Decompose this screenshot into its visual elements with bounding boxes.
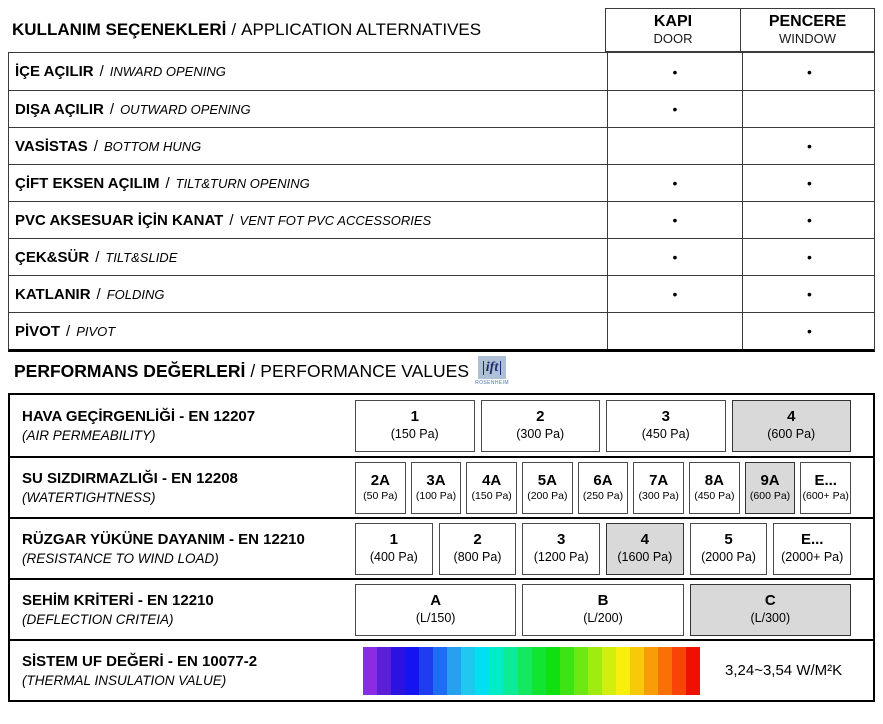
class-cell bbox=[355, 584, 516, 636]
class-pressure: (1200 Pa) bbox=[533, 550, 589, 565]
class-cell bbox=[466, 462, 517, 514]
column-header-door bbox=[605, 8, 741, 52]
spectrum-stripe bbox=[461, 647, 475, 695]
row-label-separator: / bbox=[99, 63, 104, 80]
application-row bbox=[9, 53, 874, 90]
performance-row-uf bbox=[10, 639, 873, 700]
class-value: 7A bbox=[649, 471, 669, 489]
application-alternatives-table bbox=[8, 8, 875, 352]
performance-label-english: (WATERTIGHTNESS) bbox=[22, 490, 156, 505]
title-turkish: KULLANIM SEÇENEKLERİ bbox=[12, 20, 227, 39]
class-value: 1 bbox=[389, 531, 398, 549]
row-label-separator: / bbox=[66, 322, 71, 340]
uf-value-text: 3,24~3,54 W/M²K bbox=[725, 662, 843, 679]
class-pressure: (450 Pa) bbox=[641, 427, 690, 442]
class-pressure: (400 Pa) bbox=[369, 550, 418, 565]
class-cell bbox=[481, 400, 601, 452]
spectrum-stripe bbox=[546, 647, 560, 695]
column-header-window bbox=[740, 8, 875, 52]
door-applicability-cell: • bbox=[607, 239, 742, 275]
performance-label-turkish: SEHİM KRİTERİ - EN 12210 bbox=[22, 592, 214, 609]
row-label-english: TILT&SLIDE bbox=[105, 249, 178, 265]
class-value: 5 bbox=[724, 531, 733, 549]
row-label-separator: / bbox=[229, 211, 234, 229]
thermal-spectrum-bar bbox=[363, 647, 700, 695]
class-pressure: (450 Pa) bbox=[694, 490, 735, 503]
spectrum-stripe bbox=[363, 647, 377, 695]
spectrum-stripe bbox=[475, 647, 489, 695]
application-row-label bbox=[9, 313, 607, 349]
door-header-english: DOOR bbox=[653, 30, 693, 46]
application-table-title bbox=[8, 8, 606, 52]
spectrum-stripe bbox=[560, 647, 574, 695]
spectrum-stripe bbox=[644, 647, 658, 695]
application-row bbox=[9, 238, 874, 275]
class-value: E... bbox=[814, 471, 837, 489]
spectrum-stripe bbox=[419, 647, 433, 695]
class-cell bbox=[522, 584, 683, 636]
class-value: 8A bbox=[704, 471, 724, 489]
application-row bbox=[9, 164, 874, 201]
class-value: 1 bbox=[410, 408, 419, 426]
performance-class-cells bbox=[355, 462, 851, 514]
performance-class-cells bbox=[355, 584, 851, 636]
class-cell bbox=[690, 523, 768, 575]
class-cell bbox=[578, 462, 629, 514]
row-label-english: FOLDING bbox=[106, 286, 165, 302]
performance-row bbox=[10, 517, 873, 578]
performance-title-turkish: PERFORMANS DEĞERLERİ bbox=[14, 360, 246, 381]
performance-row bbox=[10, 456, 873, 517]
application-row bbox=[9, 312, 874, 349]
spectrum-stripe bbox=[672, 647, 686, 695]
class-value: 3A bbox=[426, 471, 446, 489]
row-label-separator: / bbox=[95, 248, 100, 266]
row-label-turkish: PİVOT bbox=[15, 322, 61, 340]
ift-logo-text: ift bbox=[483, 361, 501, 375]
row-label-separator: / bbox=[96, 285, 101, 303]
row-label-english: BOTTOM HUNG bbox=[103, 138, 202, 154]
performance-title-english: PERFORMANCE VALUES bbox=[260, 360, 470, 381]
door-applicability-cell bbox=[607, 313, 742, 349]
application-table-body bbox=[8, 52, 875, 352]
row-label-turkish: ÇİFT EKSEN AÇILIM bbox=[15, 174, 160, 192]
window-applicability-cell: • bbox=[742, 53, 876, 90]
row-label-turkish: PVC AKSESUAR İÇİN KANAT bbox=[15, 211, 224, 229]
performance-row-label bbox=[10, 592, 355, 627]
performance-label-english: (THERMAL INSULATION VALUE) bbox=[22, 673, 227, 688]
window-header-english: WINDOW bbox=[778, 30, 837, 46]
performance-label-turkish: SİSTEM UF DEĞERİ - EN 10077-2 bbox=[22, 653, 258, 670]
row-label-turkish: İÇE AÇILIR bbox=[15, 63, 94, 80]
row-label-turkish: ÇEK&SÜR bbox=[15, 248, 90, 266]
performance-row-label bbox=[10, 470, 355, 505]
row-label-separator: / bbox=[109, 100, 115, 118]
window-applicability-cell: • bbox=[742, 276, 876, 312]
spectrum-stripe bbox=[433, 647, 447, 695]
class-pressure: (150 Pa) bbox=[471, 490, 512, 503]
spectrum-stripe bbox=[447, 647, 461, 695]
class-cell bbox=[689, 462, 740, 514]
window-applicability-cell: • bbox=[742, 165, 876, 201]
spectrum-stripe bbox=[489, 647, 503, 695]
window-applicability-cell bbox=[742, 91, 876, 127]
class-cell bbox=[633, 462, 684, 514]
spectrum-stripe bbox=[658, 647, 672, 695]
class-value: E... bbox=[800, 531, 824, 549]
application-row-label bbox=[9, 239, 607, 275]
class-cell bbox=[522, 523, 600, 575]
application-row-label bbox=[9, 53, 607, 90]
door-applicability-cell: • bbox=[607, 53, 742, 90]
class-cell-selected bbox=[606, 523, 684, 575]
door-applicability-cell: • bbox=[607, 165, 742, 201]
class-pressure: (600 Pa) bbox=[767, 427, 816, 442]
window-applicability-cell: • bbox=[742, 202, 876, 238]
row-label-english: OUTWARD OPENING bbox=[120, 101, 251, 117]
spectrum-stripe bbox=[574, 647, 588, 695]
application-row-label bbox=[9, 165, 607, 201]
application-row-label bbox=[9, 128, 607, 164]
door-applicability-cell: • bbox=[607, 276, 742, 312]
row-label-separator: / bbox=[93, 137, 98, 155]
spectrum-stripe bbox=[588, 647, 602, 695]
class-pressure: (50 Pa) bbox=[363, 490, 398, 503]
class-pressure: (800 Pa) bbox=[453, 550, 502, 565]
application-row-label bbox=[9, 91, 607, 127]
spectrum-stripe bbox=[405, 647, 419, 695]
application-row bbox=[9, 90, 874, 127]
window-header-turkish: PENCERE bbox=[768, 13, 847, 31]
spectrum-stripe bbox=[391, 647, 405, 695]
spectrum-stripe bbox=[503, 647, 517, 695]
application-row bbox=[9, 201, 874, 238]
door-applicability-cell: • bbox=[607, 91, 742, 127]
class-pressure: (150 Pa) bbox=[390, 427, 439, 442]
application-row-label bbox=[9, 276, 607, 312]
class-cell bbox=[773, 523, 851, 575]
ift-logo-icon bbox=[478, 356, 506, 379]
title-english: APPLICATION ALTERNATIVES bbox=[241, 20, 482, 39]
class-cell bbox=[355, 462, 406, 514]
class-cell bbox=[355, 523, 433, 575]
performance-label-turkish: SU SIZDIRMAZLIĞI - EN 12208 bbox=[22, 470, 238, 487]
performance-class-cells bbox=[355, 523, 851, 575]
performance-label-english: (RESISTANCE TO WIND LOAD) bbox=[22, 551, 219, 566]
performance-label-turkish: RÜZGAR YÜKÜNE DAYANIM - EN 12210 bbox=[22, 531, 305, 548]
class-value: B bbox=[597, 592, 609, 610]
class-pressure: (300 Pa) bbox=[638, 490, 679, 503]
performance-values-table bbox=[8, 393, 875, 702]
performance-row-label bbox=[10, 531, 355, 566]
performance-row-label bbox=[10, 653, 355, 688]
door-applicability-cell bbox=[607, 128, 742, 164]
class-value: 3 bbox=[557, 531, 566, 549]
class-cell bbox=[411, 462, 462, 514]
performance-class-cells bbox=[355, 400, 851, 452]
spectrum-stripe bbox=[686, 647, 700, 695]
performance-label-english: (DEFLECTION CRITEIA) bbox=[22, 612, 174, 627]
class-cell-selected bbox=[732, 400, 852, 452]
class-pressure: (L/300) bbox=[750, 611, 791, 626]
class-pressure: (100 Pa) bbox=[415, 490, 457, 503]
window-applicability-cell: • bbox=[742, 128, 876, 164]
class-value: 2A bbox=[370, 471, 390, 489]
spectrum-stripe bbox=[518, 647, 532, 695]
performance-row bbox=[10, 578, 873, 639]
row-label-turkish: VASİSTAS bbox=[15, 137, 88, 155]
class-pressure: (600+ Pa) bbox=[802, 490, 849, 503]
performance-row bbox=[10, 395, 873, 456]
performance-title-separator: / bbox=[250, 360, 256, 381]
class-cell-selected bbox=[690, 584, 851, 636]
class-value: 2 bbox=[473, 531, 482, 549]
class-pressure: (1600 Pa) bbox=[617, 550, 673, 565]
class-value: 4A bbox=[482, 471, 502, 489]
application-row bbox=[9, 127, 874, 164]
class-cell-selected bbox=[745, 462, 796, 514]
spectrum-stripe bbox=[532, 647, 546, 695]
performance-label-turkish: HAVA GEÇİRGENLİĞİ - EN 12207 bbox=[22, 408, 256, 425]
row-label-english: PIVOT bbox=[76, 323, 116, 339]
class-pressure: (600 Pa) bbox=[749, 490, 791, 503]
performance-label-english: (AIR PERMEABILITY) bbox=[22, 428, 156, 443]
spectrum-stripe bbox=[602, 647, 616, 695]
class-value: A bbox=[430, 592, 442, 610]
class-pressure: (L/200) bbox=[583, 611, 623, 626]
performance-values-title bbox=[14, 352, 507, 390]
class-cell bbox=[522, 462, 573, 514]
class-value: 3 bbox=[661, 408, 670, 426]
application-row-label bbox=[9, 202, 607, 238]
class-cell bbox=[606, 400, 726, 452]
class-cell bbox=[355, 400, 475, 452]
class-pressure: (200 Pa) bbox=[527, 490, 568, 503]
spectrum-stripe bbox=[377, 647, 391, 695]
spectrum-stripe bbox=[630, 647, 644, 695]
door-applicability-cell: • bbox=[607, 202, 742, 238]
class-value: 6A bbox=[593, 471, 613, 489]
class-pressure: (2000 Pa) bbox=[701, 550, 756, 565]
class-value: 4 bbox=[787, 408, 796, 426]
class-value: 2 bbox=[536, 408, 545, 426]
row-label-english: INWARD OPENING bbox=[109, 64, 226, 79]
class-value: 4 bbox=[640, 531, 650, 549]
window-applicability-cell: • bbox=[742, 313, 876, 349]
class-pressure: (300 Pa) bbox=[516, 427, 565, 442]
ift-logo-subtext: ROSENHEIM bbox=[475, 380, 509, 386]
row-label-turkish: DIŞA AÇILIR bbox=[15, 100, 104, 118]
class-pressure: (250 Pa) bbox=[582, 490, 624, 503]
application-table-header bbox=[8, 8, 875, 52]
class-pressure: (L/150) bbox=[415, 611, 456, 626]
application-row bbox=[9, 275, 874, 312]
class-cell bbox=[800, 462, 851, 514]
class-cell bbox=[439, 523, 517, 575]
door-header-turkish: KAPI bbox=[653, 13, 693, 31]
spectrum-stripe bbox=[616, 647, 630, 695]
class-value: 5A bbox=[537, 471, 557, 489]
row-label-english: VENT FOT PVC ACCESSORIES bbox=[239, 212, 432, 228]
title-separator: / bbox=[231, 20, 237, 39]
ift-rosenheim-logo bbox=[477, 356, 507, 386]
row-label-separator: / bbox=[165, 174, 170, 192]
row-label-english: TILT&TURN OPENING bbox=[175, 175, 310, 191]
row-label-turkish: KATLANIR bbox=[15, 285, 91, 303]
class-pressure: (2000+ Pa) bbox=[781, 550, 844, 565]
window-applicability-cell: • bbox=[742, 239, 876, 275]
class-value: C bbox=[764, 592, 776, 610]
performance-row-label bbox=[10, 408, 355, 443]
class-value: 9A bbox=[760, 471, 780, 489]
